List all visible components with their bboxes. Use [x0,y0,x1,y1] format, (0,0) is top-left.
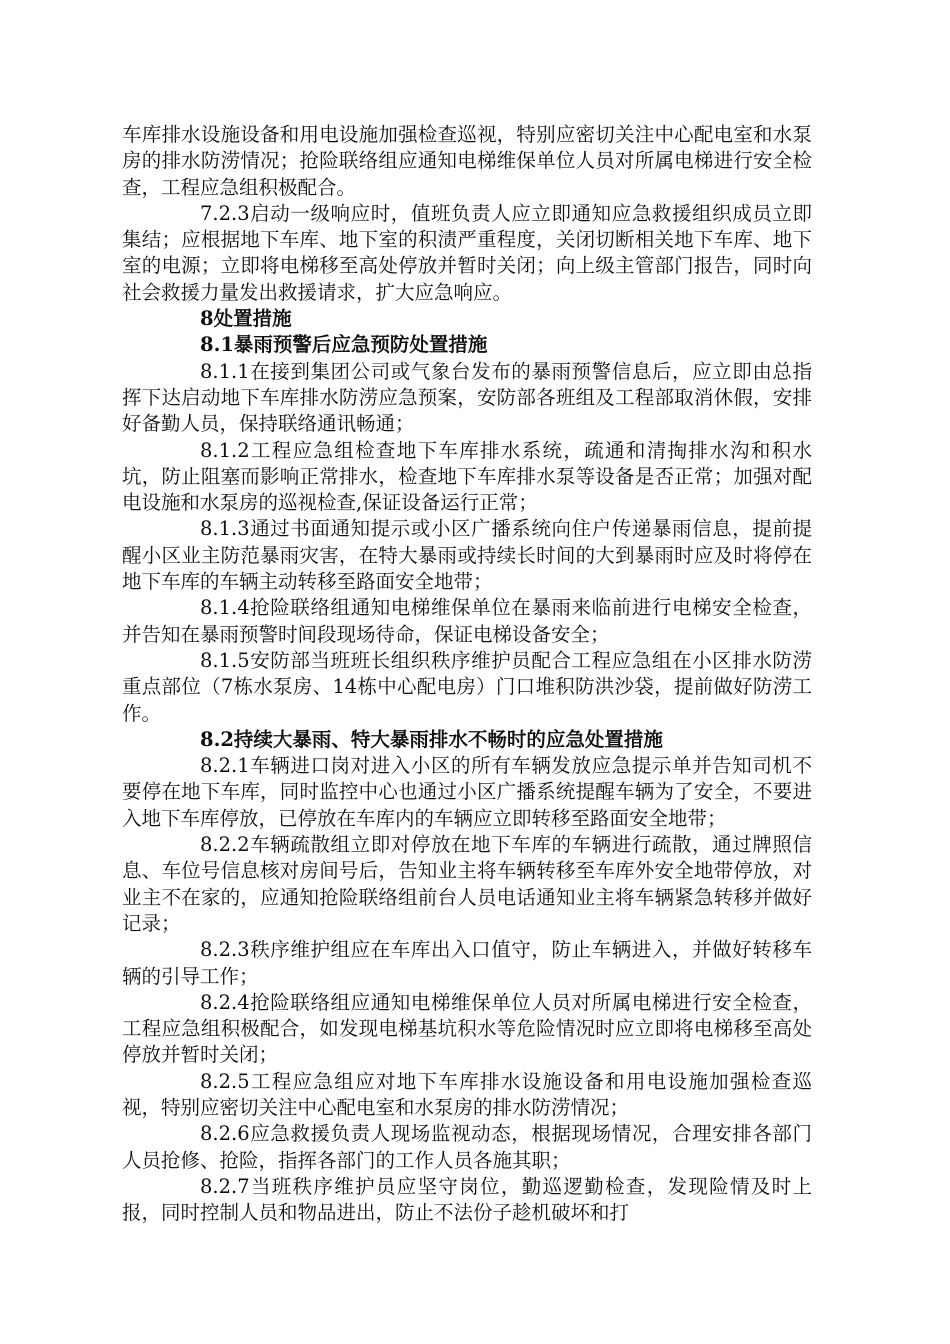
section-heading-8-2: 8.2持续大暴雨、特大暴雨排水不畅时的应急处置措施 [200,727,663,751]
paragraph-7-2-3: 7.2.3启动一级响应时，值班负责人应立即通知应急救援组织成员立即集结；应根据地下车库、地下室的积渍严重程度，关闭切断相关地下车库、地下室的电源；立即将电梯移至高处停放并暂时关闭；向上级主管部门报告，同时向社会救援力量发出救援请求，扩大应急响应。 [122,201,812,304]
paragraph-8-1-1: 8.1.1在接到集团公司或气象台发布的暴雨预警信息后，应立即由总指挥下达启动地下车库排水防涝应急预案，安防部各班组及工程部取消休假，安排好备勤人员，保持联络通讯畅通； [122,359,812,436]
paragraph-8-1-4: 8.1.4抢险联络组通知电梯维保单位在暴雨来临前进行电梯安全检查，并告知在暴雨预警时间段现场待命，保证电梯设备安全； [122,596,812,646]
paragraph-8-2-4: 8.2.4抢险联络组应通知电梯维保单位人员对所属电梯进行安全检查，工程应急组积极配合，如发现电梯基坑积水等危险情况时应立即将电梯移至高处停放并暂时关闭； [122,990,812,1067]
section-heading-8: 8处置措施 [200,307,292,331]
section-heading-8-1: 8.1暴雨预警后应急预防处置措施 [200,333,488,357]
paragraph-8-2-1: 8.2.1车辆进口岗对进入小区的所有车辆发放应急提示单并告知司机不要停在地下车库，同时监控中心也通过小区广播系统提醒车辆为了安全，不要进入地下车库停放，已停放在车库内的车辆应立即转移至路面安全地带； [122,754,812,830]
paragraph-8-2-7: 8.2.7当班秩序维护员应坚守岗位，勤巡逻勤检查，发现险情及时上报，同时控制人员和物品进出，防止不法份子趁机破坏和打 [122,1174,812,1225]
paragraph-8-2-5: 8.2.5工程应急组应对地下车库排水设施设备和用电设施加强检查巡视，特别应密切关注中心配电室和水泵房的排水防涝情况； [122,1069,812,1119]
paragraph-8-1-3: 8.1.3通过书面通知提示或小区广播系统向住户传递暴雨信息，提前提醒小区业主防范暴雨灾害，在特大暴雨或持续长时间的大到暴雨时应及时将停在地下车库的车辆主动转移至路面安全地带； [122,517,812,594]
document-page [122,122,812,1226]
paragraph-8-2-3: 8.2.3秩序维护组应在车库出入口值守，防止车辆进入，并做好转移车辆的引导工作； [122,938,812,988]
paragraph-continued: 车库排水设施设备和用电设施加强检查巡视，特别应密切关注中心配电室和水泵房的排水防涝情况；抢险联络组应通知电梯维保单位人员对所属电梯进行安全检查，工程应急组积极配合。 [122,123,812,199]
paragraph-8-1-5: 8.1.5安防部当班班长组织秩序维护员配合工程应急组在小区排水防涝重点部位（7栋水泵房、14栋中心配电房）门口堆积防洪沙袋，提前做好防涝工作。 [122,648,812,725]
paragraph-8-2-2: 8.2.2车辆疏散组立即对停放在地下车库的车辆进行疏散，通过牌照信息、车位号信息核对房间号后，告知业主将车辆转移至车库外安全地带停放，对业主不在家的，应通知抢险联络组前台人员电话通知业主将车辆紧急转移并做好记录； [122,833,812,935]
paragraph-8-1-2: 8.1.2工程应急组检查地下车库排水系统，疏通和清掏排水沟和积水坑，防止阻塞而影响正常排水，检查地下车库排水泵等设备是否正常；加强对配电设施和水泵房的巡视检查,保证设备运行正常； [122,438,812,515]
paragraph-8-2-6: 8.2.6应急救援负责人现场监视动态，根据现场情况，合理安排各部门人员抢修、抢险，指挥各部门的工作人员各施其职； [122,1122,812,1172]
